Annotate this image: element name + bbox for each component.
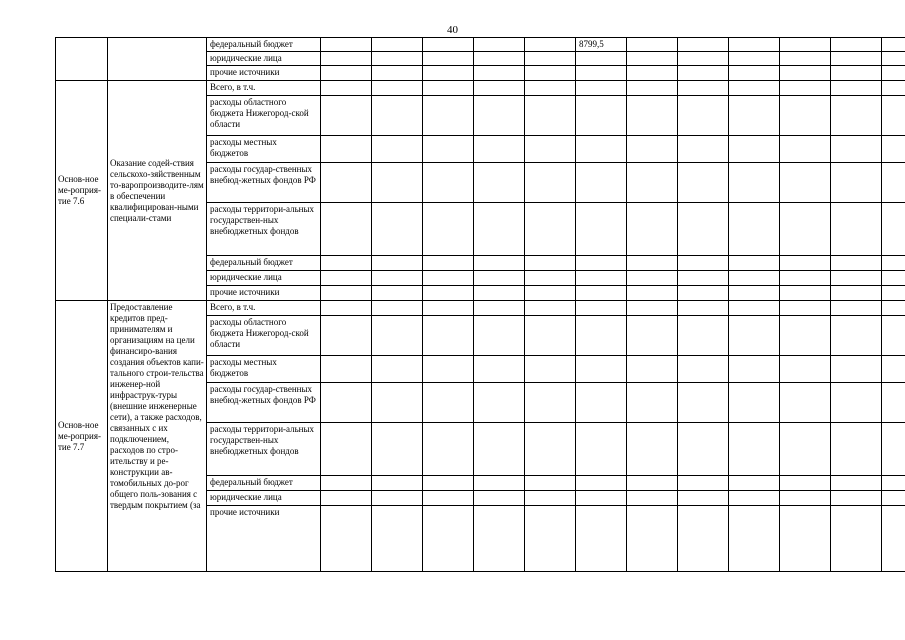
value-cell (525, 491, 576, 506)
value-cell (423, 286, 474, 301)
source-cell: прочие источники (207, 66, 321, 81)
value-cell (372, 163, 423, 203)
value-cell (729, 506, 780, 572)
value-cell (627, 316, 678, 356)
value-cell (525, 506, 576, 572)
value-cell (321, 163, 372, 203)
value-cell (780, 203, 831, 256)
source-cell: юридические лица (207, 491, 321, 506)
value-cell (321, 316, 372, 356)
value-cell (321, 506, 372, 572)
source-cell: федеральный бюджет (207, 38, 321, 52)
value-cell (882, 491, 905, 506)
value-cell (780, 256, 831, 271)
value-cell (321, 476, 372, 491)
value-cell (525, 423, 576, 476)
value-cell (678, 316, 729, 356)
value-cell (474, 356, 525, 383)
value-cell (474, 52, 525, 66)
source-cell: прочие источники (207, 506, 321, 572)
value-cell (321, 271, 372, 286)
value-cell (321, 423, 372, 476)
value-cell (423, 506, 474, 572)
source-cell: расходы государ-ственных внебюд-жетных фондов РФ (207, 163, 321, 203)
value-cell (882, 66, 905, 81)
value-cell (729, 136, 780, 163)
value-cell (882, 286, 905, 301)
value-cell (780, 271, 831, 286)
value-cell (627, 491, 678, 506)
value-cell (780, 476, 831, 491)
value-cell (882, 38, 905, 52)
value-cell (627, 286, 678, 301)
value-cell (627, 383, 678, 423)
value-cell (372, 506, 423, 572)
value-cell (576, 203, 627, 256)
value-cell (882, 256, 905, 271)
value-cell (627, 136, 678, 163)
value-cell (831, 423, 882, 476)
value-cell (729, 316, 780, 356)
value-cell (831, 96, 882, 136)
value-cell (627, 271, 678, 286)
value-cell (576, 136, 627, 163)
value-cell (525, 316, 576, 356)
value-cell (729, 38, 780, 52)
value-cell (729, 271, 780, 286)
value-cell (780, 96, 831, 136)
value-cell (831, 66, 882, 81)
value-cell (780, 491, 831, 506)
value-cell (780, 163, 831, 203)
value-cell (474, 271, 525, 286)
value-cell (780, 423, 831, 476)
value-cell (525, 256, 576, 271)
source-cell: расходы областного бюджета Нижегород-ской области (207, 96, 321, 136)
value-cell (372, 356, 423, 383)
funding-table (55, 37, 905, 572)
value-cell (882, 163, 905, 203)
value-cell (882, 476, 905, 491)
value-cell (576, 491, 627, 506)
source-cell: федеральный бюджет (207, 476, 321, 491)
value-cell (576, 383, 627, 423)
value-cell (780, 52, 831, 66)
value-cell (576, 96, 627, 136)
value-cell (474, 316, 525, 356)
value-cell (678, 423, 729, 476)
value-cell (423, 163, 474, 203)
source-cell: расходы территори-альных государствен-ных внебюджетных фондов (207, 203, 321, 256)
value-cell (831, 491, 882, 506)
value-cell (525, 286, 576, 301)
value-cell (321, 136, 372, 163)
value-cell (372, 491, 423, 506)
value-cell (882, 301, 905, 316)
value-cell (423, 203, 474, 256)
value-cell (474, 203, 525, 256)
value-cell (882, 136, 905, 163)
value-cell (372, 38, 423, 52)
value-cell (321, 356, 372, 383)
value-cell (423, 271, 474, 286)
value-cell (729, 301, 780, 316)
value-cell (372, 383, 423, 423)
value-cell (678, 52, 729, 66)
source-cell: Всего, в т.ч. (207, 301, 321, 316)
value-cell (729, 423, 780, 476)
value-cell (525, 38, 576, 52)
value-cell (831, 81, 882, 96)
value-cell (627, 301, 678, 316)
value-cell (525, 163, 576, 203)
value-cell (678, 476, 729, 491)
value-cell (627, 52, 678, 66)
value-cell (525, 271, 576, 286)
value-cell (678, 286, 729, 301)
value-cell (372, 203, 423, 256)
value-cell (321, 256, 372, 271)
value-cell (882, 423, 905, 476)
value-cell (576, 163, 627, 203)
value-cell (678, 506, 729, 572)
value-cell (882, 271, 905, 286)
value-cell (729, 96, 780, 136)
source-cell: расходы государ-ственных внебюд-жетных фондов РФ (207, 383, 321, 423)
name-cell (108, 38, 207, 81)
value-cell (729, 356, 780, 383)
value-cell (831, 136, 882, 163)
value-cell (729, 52, 780, 66)
value-cell (627, 38, 678, 52)
value-cell (831, 163, 882, 203)
table-row (56, 38, 905, 52)
value-cell (372, 256, 423, 271)
value-cell (678, 136, 729, 163)
table-row (56, 81, 905, 96)
value-cell (474, 301, 525, 316)
value-cell (321, 491, 372, 506)
value-cell (474, 286, 525, 301)
value-cell (423, 136, 474, 163)
value-cell (321, 96, 372, 136)
value-cell (321, 286, 372, 301)
value-cell (321, 203, 372, 256)
value-cell (474, 423, 525, 476)
value-cell (678, 301, 729, 316)
value-cell (423, 491, 474, 506)
value-cell (372, 81, 423, 96)
value-cell (729, 383, 780, 423)
value-cell (423, 81, 474, 96)
value-cell (423, 383, 474, 423)
value-cell (525, 96, 576, 136)
value-cell (372, 271, 423, 286)
value-cell (627, 506, 678, 572)
value-cell (780, 38, 831, 52)
value-cell (780, 383, 831, 423)
value-cell (729, 163, 780, 203)
value-cell (474, 81, 525, 96)
value-cell (474, 476, 525, 491)
value-cell (576, 256, 627, 271)
value-cell (831, 271, 882, 286)
value-cell (729, 66, 780, 81)
value-cell (882, 203, 905, 256)
value-cell (321, 301, 372, 316)
value-cell (831, 301, 882, 316)
value-cell (423, 256, 474, 271)
source-cell: расходы областного бюджета Нижегород-ской области (207, 316, 321, 356)
value-cell (474, 163, 525, 203)
value-cell (474, 136, 525, 163)
value-cell (729, 286, 780, 301)
value-cell (423, 356, 474, 383)
value-cell (423, 96, 474, 136)
value-cell (372, 476, 423, 491)
value-cell (678, 81, 729, 96)
value-cell (780, 301, 831, 316)
value-cell (831, 203, 882, 256)
value-cell (627, 81, 678, 96)
value-cell (525, 81, 576, 96)
value-cell (627, 476, 678, 491)
value-cell (780, 66, 831, 81)
value-cell (831, 256, 882, 271)
value-cell (576, 81, 627, 96)
source-cell: юридические лица (207, 271, 321, 286)
value-cell (831, 52, 882, 66)
value-cell (882, 356, 905, 383)
value-cell (474, 256, 525, 271)
value-cell (882, 506, 905, 572)
value-cell (831, 476, 882, 491)
value-cell (627, 96, 678, 136)
status-cell (56, 38, 108, 81)
value-cell (729, 256, 780, 271)
value-cell (882, 81, 905, 96)
value-cell (780, 286, 831, 301)
value-cell: 8799,5 (576, 38, 627, 52)
value-cell (474, 506, 525, 572)
source-cell: прочие источники (207, 286, 321, 301)
value-cell (576, 356, 627, 383)
value-cell (372, 52, 423, 66)
value-cell (729, 476, 780, 491)
value-cell (423, 38, 474, 52)
value-cell (474, 66, 525, 81)
value-cell (678, 38, 729, 52)
value-cell (576, 506, 627, 572)
value-cell (882, 52, 905, 66)
value-cell (627, 256, 678, 271)
value-cell (780, 506, 831, 572)
page-number: 40 (447, 24, 458, 36)
value-cell (372, 96, 423, 136)
value-cell (576, 286, 627, 301)
value-cell (678, 203, 729, 256)
value-cell (423, 423, 474, 476)
status-cell: Основ-ное ме-роприя-тие 7.6 (56, 81, 108, 301)
value-cell (321, 81, 372, 96)
value-cell (525, 301, 576, 316)
value-cell (321, 383, 372, 423)
value-cell (678, 356, 729, 383)
value-cell (525, 52, 576, 66)
source-cell: Всего, в т.ч. (207, 81, 321, 96)
value-cell (525, 66, 576, 81)
value-cell (576, 271, 627, 286)
value-cell (780, 136, 831, 163)
value-cell (576, 476, 627, 491)
value-cell (678, 96, 729, 136)
value-cell (678, 256, 729, 271)
value-cell (627, 163, 678, 203)
value-cell (627, 203, 678, 256)
value-cell (831, 286, 882, 301)
value-cell (627, 423, 678, 476)
value-cell (576, 52, 627, 66)
name-cell: Оказание содей-ствия сельскохо-зяйственным то-варопроизводите-лям в обеспечении квалифицирован-ными специали-стами (108, 81, 207, 301)
value-cell (882, 316, 905, 356)
value-cell (627, 356, 678, 383)
source-cell: расходы местных бюджетов (207, 136, 321, 163)
value-cell (780, 81, 831, 96)
value-cell (729, 491, 780, 506)
value-cell (525, 136, 576, 163)
value-cell (525, 476, 576, 491)
value-cell (831, 316, 882, 356)
value-cell (423, 316, 474, 356)
value-cell (678, 66, 729, 81)
value-cell (372, 286, 423, 301)
value-cell (780, 316, 831, 356)
value-cell (831, 383, 882, 423)
value-cell (474, 38, 525, 52)
value-cell (678, 163, 729, 203)
value-cell (678, 271, 729, 286)
value-cell (372, 316, 423, 356)
value-cell (525, 203, 576, 256)
status-cell: Основ-ное ме-роприя-тие 7.7 (56, 301, 108, 572)
value-cell (576, 66, 627, 81)
value-cell (372, 66, 423, 81)
value-cell (423, 52, 474, 66)
value-cell (729, 81, 780, 96)
value-cell (576, 316, 627, 356)
source-cell: федеральный бюджет (207, 256, 321, 271)
value-cell (372, 301, 423, 316)
value-cell (423, 301, 474, 316)
value-cell (831, 38, 882, 52)
value-cell (474, 491, 525, 506)
value-cell (678, 491, 729, 506)
source-cell: юридические лица (207, 52, 321, 66)
value-cell (474, 96, 525, 136)
value-cell (423, 476, 474, 491)
value-cell (525, 383, 576, 423)
source-cell: расходы территори-альных государствен-ных внебюджетных фондов (207, 423, 321, 476)
value-cell (831, 356, 882, 383)
value-cell (627, 66, 678, 81)
value-cell (576, 423, 627, 476)
value-cell (729, 203, 780, 256)
name-cell: Предоставление кредитов пред-принимателям и организациям на цели финансиро-вания создания объектов капи-тального строи-тельства инженер-ной инфраструк-туры (внешние инженерные сети), а также расходов, связанных с их подключением, расходов по стро-ительству и ре-конструкции ав-томобильных до-рог общего поль-зования с твердым покрытием (за (108, 301, 207, 572)
value-cell (372, 423, 423, 476)
value-cell (321, 38, 372, 52)
value-cell (576, 301, 627, 316)
value-cell (525, 356, 576, 383)
value-cell (423, 66, 474, 81)
value-cell (474, 383, 525, 423)
value-cell (882, 96, 905, 136)
source-cell: расходы местных бюджетов (207, 356, 321, 383)
value-cell (372, 136, 423, 163)
value-cell (678, 383, 729, 423)
value-cell (831, 506, 882, 572)
value-cell (321, 66, 372, 81)
value-cell (882, 383, 905, 423)
value-cell (780, 356, 831, 383)
table-row (56, 301, 905, 316)
value-cell (321, 52, 372, 66)
